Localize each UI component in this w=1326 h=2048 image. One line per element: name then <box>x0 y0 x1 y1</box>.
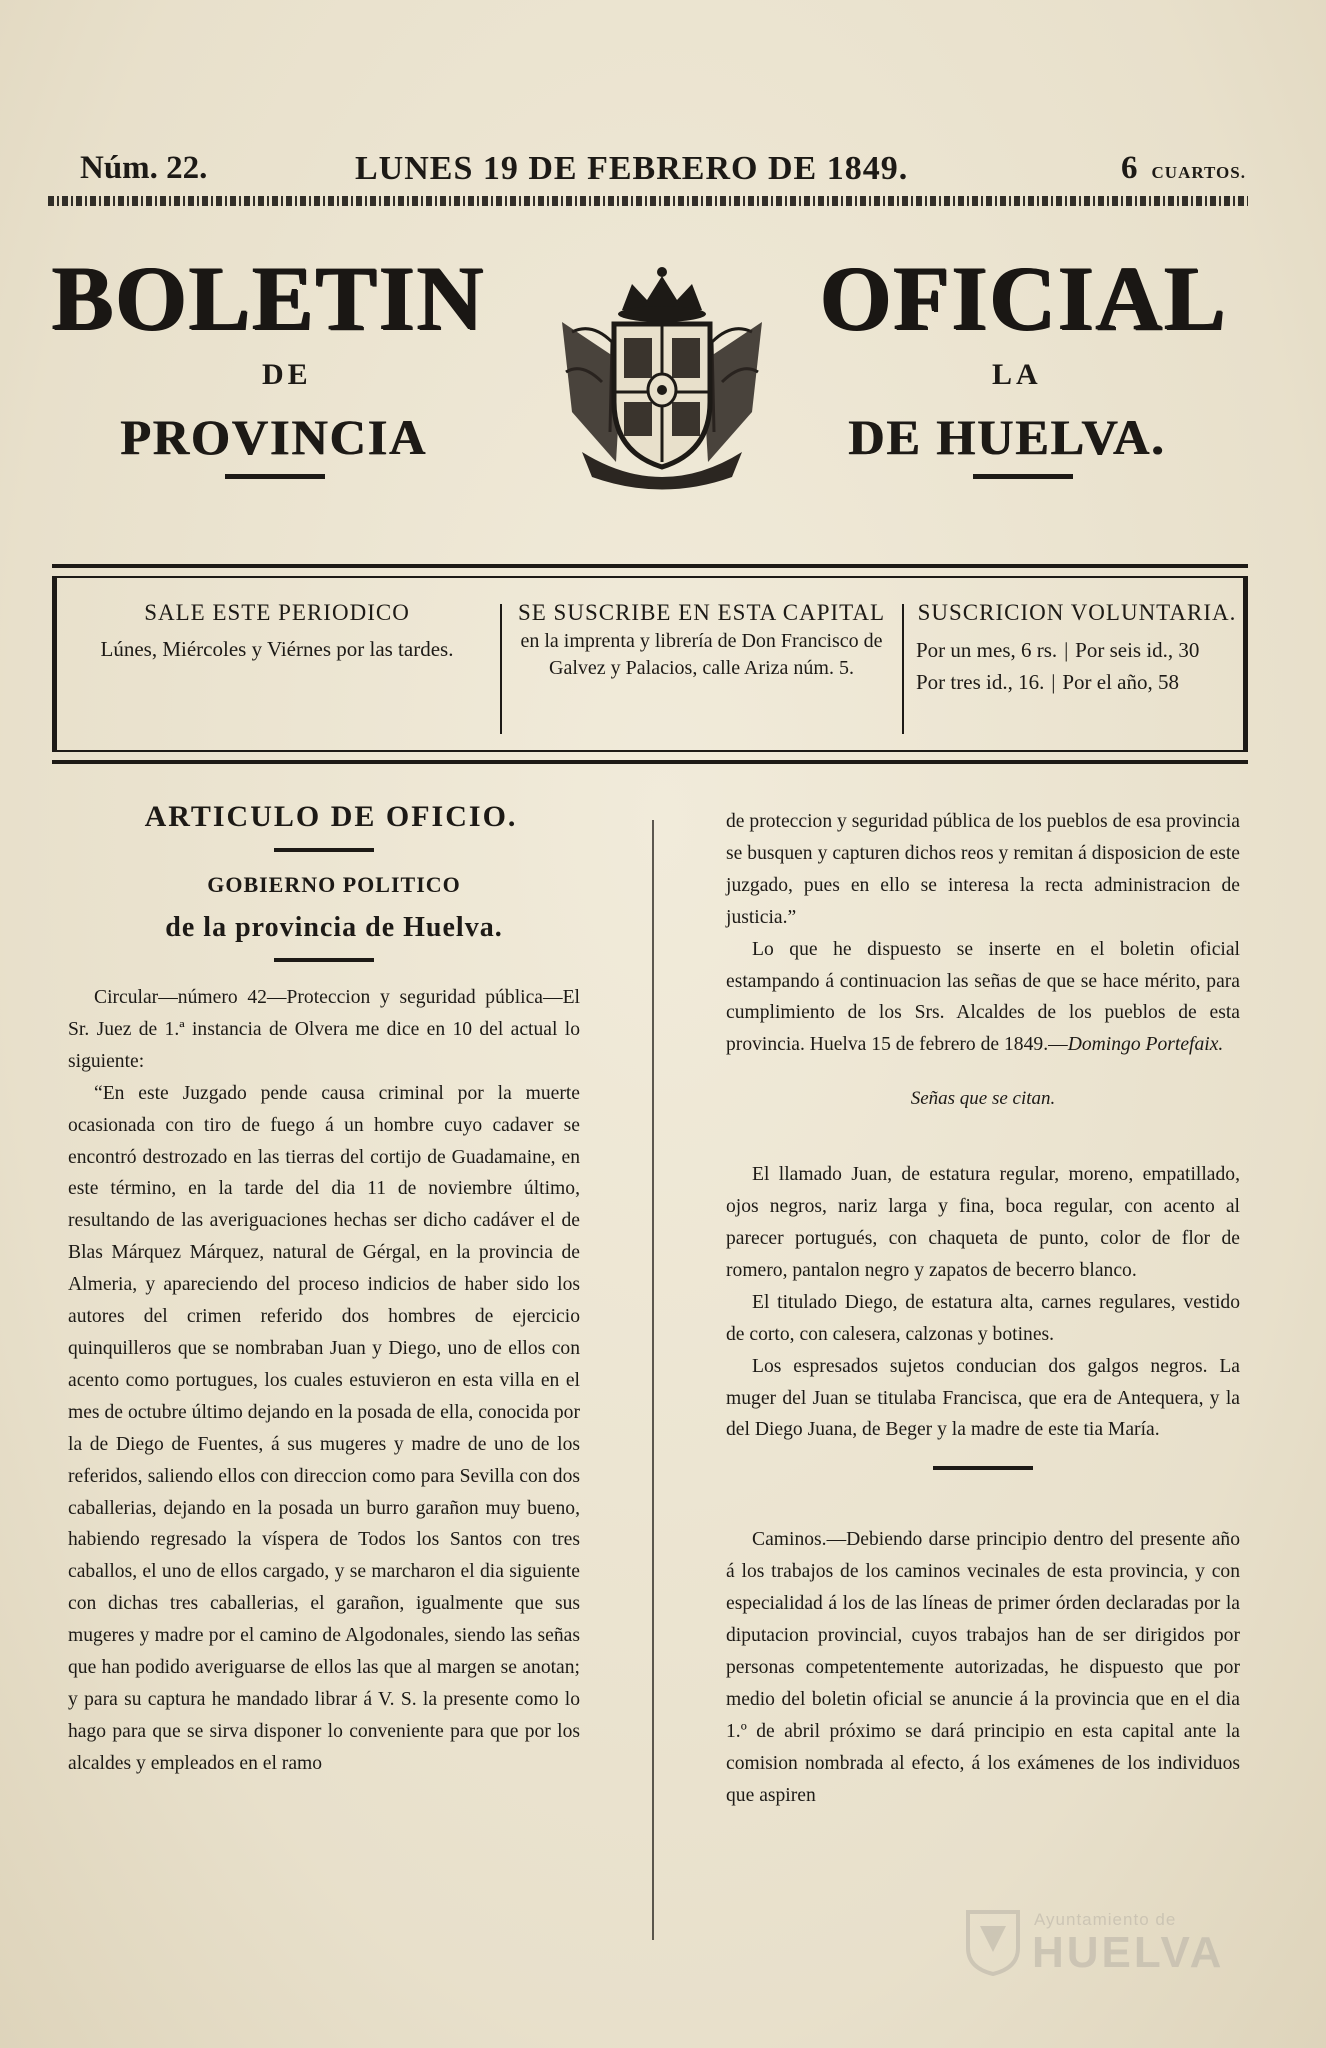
rates-row: Por tres id., 16. | Por el año, 58 <box>916 670 1179 694</box>
paragraph-dogs: Los espresados sujetos conducian dos galgos negros. La muger del Juan se titulaba Francisca, que era de Antequera, y la del Diego Juana, de Beger y la madre de este tia María. <box>726 1355 1240 1441</box>
coat-of-arms-icon <box>552 262 772 492</box>
paragraph-juan: El llamado Juan, de estatura regular, moreno, empatillado, ojos negros, nariz larga y fina, boca regular, con acento al parecer portugués, con chaqueta de punto, color de flor de romero, pantalon negro y zapatos de becerro blanco. <box>726 1164 1240 1281</box>
price-unit: CUARTOS. <box>1151 163 1246 182</box>
column-divider <box>652 820 654 1940</box>
masthead-word-provincia: PROVINCIA <box>120 409 427 465</box>
subscription-location <box>504 600 899 682</box>
watermark-line-1: Ayuntamiento de <box>1034 1910 1177 1929</box>
descriptions-heading: Señas que se citan. <box>910 1088 1056 1110</box>
masthead-word-de-huelva: DE HUELVA. <box>848 409 1166 465</box>
column-left <box>68 800 580 1780</box>
infobox-divider <box>902 604 904 734</box>
watermark-line-2: HUELVA <box>1032 1928 1225 1977</box>
section-heading: GOBIERNO POLITICO <box>207 872 461 897</box>
schedule-heading: SALE ESTE PERIODICO <box>144 600 410 625</box>
masthead-rule-right <box>973 474 1073 479</box>
subscription-info-box <box>52 564 1248 764</box>
masthead-word-oficial: OFICIAL <box>820 247 1228 349</box>
paragraph-caminos: Caminos.—Debiendo darse principio dentro del presente año á los trabajos de los caminos vecinales de esta provincia, y con especialidad á los de las líneas de primer órden declaradas por la diputacion provincial, cuyos trabajos han de ser dirigidos por personas competentemente autorizadas, he dispuesto que por medio del boletin oficial se anuncie á la provincia que en el dia 1.º de abril próximo se dará principio en esta capital ante la comision nombrada al efecto, á los exámenes de los individuos que aspiren <box>726 1529 1240 1806</box>
subscription-rates <box>912 600 1242 698</box>
schedule-text: Lúnes, Miércoles y Viérnes por las tardes. <box>100 637 454 661</box>
article-body-right <box>726 806 1240 1811</box>
masthead-rule-left <box>225 474 325 479</box>
paragraph-order <box>726 934 1240 1062</box>
rates-row: Por un mes, 6 rs. | Por seis id., 30 <box>916 638 1200 662</box>
publication-schedule <box>72 600 482 664</box>
infobox-rule-top <box>52 576 1248 578</box>
issue-price <box>1121 150 1246 187</box>
order-text: Lo que he dispuesto se inserte en el boletin oficial estampando á continuacion las señas de que se hace mérito, para cumplimiento de los Srs. Alcaldes de los pueblos de esta provincia. Huelva 15 de febrero de 1849.— <box>726 938 1240 1056</box>
archive-watermark <box>964 1908 1264 1978</box>
issue-header <box>80 150 1246 200</box>
column-right <box>726 806 1240 1811</box>
masthead-word-boletin: BOLETIN <box>52 247 486 349</box>
subscription-text: en la imprenta y librería de Don Francisco de Galvez y Palacios, calle Ariza núm. 5. <box>520 630 883 679</box>
paragraph-continuation: de proteccion y seguridad pública de los pueblos de esa provincia se busquen y capturen dichos reos y remitan á disposicion de este juzgado, pues en ello se interesa la recta administracion de justicia.” <box>726 811 1240 928</box>
section-rule <box>933 1466 1033 1470</box>
signature: Domingo Portefaix. <box>1067 1034 1224 1056</box>
infobox-rule-bottom <box>52 750 1248 752</box>
ornamental-rule <box>48 196 1248 206</box>
masthead-word-la: LA <box>992 358 1042 391</box>
section-rule <box>274 958 374 962</box>
section-rule <box>274 848 374 852</box>
article-title: ARTICULO DE OFICIO. <box>144 800 518 833</box>
paragraph-judge-letter: “En este Juzgado pende causa criminal por la muerte ocasionada con tiro de fuego á un hombre cuyo cadaver se encontró destrozado en las tierras del cortijo de Guadamaine, en este término, en la tarde del dia 11 de noviembre último, resultando de las averiguaciones hechas ser dicho cadáver el de Blas Márquez Márquez, natural de Gérgal, en la provincia de Almeria, y apareciendo del proceso indicios de haber sido los autores del crimen referido dos hombres de ejercicio quinquilleros que se nombraban Juan y Diego, uno de ellos con acento como portugues, los cuales estuvieron en esta villa en el mes de octubre último dejando en la posada de ella, conocida por la de Diego de Fuentes, á sus mugeres y madre de uno de los referidos, saliendo ellos con direccion como para Sevilla con dos caballerias, dejando en la posada un burro garañon muy bueno, habiendo regresado la víspera de Todos los Santos con tres caballos, el uno de ellos cargado, y se marcharon el dia siguiente con dichas tres caballerias, el garañon, igualmente que sus mugeres y madre por el camino de Algodonales, siendo las señas que han podido averiguarse de ellos las que al margen se anotan; y para su captura he mandado librar á V. S. la presente como lo hago para que se sirva disponer lo conveniente para que por los alcaldes y empleados en el ramo <box>68 1082 580 1774</box>
rates-heading: SUSCRICION VOLUNTARIA. <box>917 600 1237 625</box>
article-body-left <box>68 982 580 1780</box>
issue-date: LUNES 19 DE FEBRERO DE 1849. <box>355 150 909 187</box>
subscription-heading: SE SUSCRIBE EN ESTA CAPITAL <box>517 600 886 625</box>
masthead-word-de: DE <box>262 358 312 391</box>
rate-one-month: Por un mes, 6 rs. <box>916 638 1058 662</box>
infobox-divider <box>500 604 502 734</box>
section-subheading: de la provincia de Huelva. <box>165 912 503 943</box>
issue-number: Núm. 22. <box>80 150 208 186</box>
city-shield-icon <box>964 1908 1022 1976</box>
rate-one-year: Por el año, 58 <box>1062 670 1179 694</box>
price-value: 6 <box>1121 150 1138 186</box>
rate-six-months: Por seis id., 30 <box>1075 638 1200 662</box>
rate-three-months: Por tres id., 16. <box>916 670 1045 694</box>
paragraph-circular: Circular—número 42—Proteccion y seguridad pública—El Sr. Juez de 1.ª instancia de Olvera me dice en 10 del actual lo siguiente: <box>68 987 580 1072</box>
paragraph-diego: El titulado Diego, de estatura alta, carnes regulares, vestido de corto, con calesera, calzonas y botines. <box>726 1291 1240 1345</box>
